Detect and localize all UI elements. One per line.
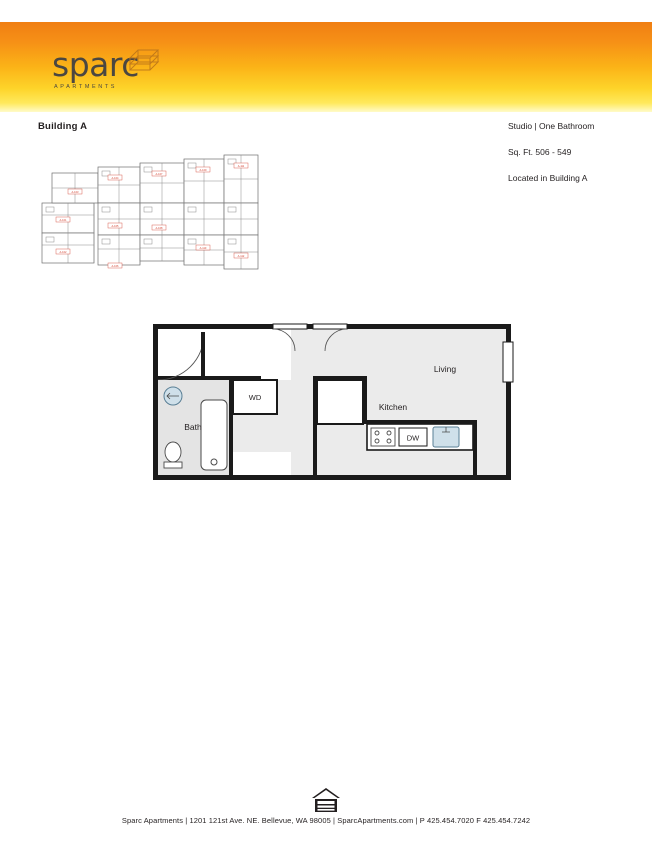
room-label-living: Living — [433, 364, 457, 374]
building-key-plan — [34, 145, 274, 290]
sparc-logo — [52, 45, 182, 106]
svg-text:A-101: A-101 — [59, 218, 67, 222]
appliance-label-wd: WD — [248, 393, 262, 402]
room-label-bath: Bath — [184, 422, 202, 432]
svg-text:A-112: A-112 — [237, 254, 245, 258]
appliance-label-dw: DW — [406, 433, 420, 443]
page-title: Building A — [38, 121, 88, 132]
floor-plan-drawing — [145, 320, 520, 490]
unit-info-block — [508, 121, 648, 199]
key-plan-drawing — [34, 145, 274, 290]
svg-text:A-110: A-110 — [199, 246, 207, 250]
unit-type: Studio | One Bathroom — [508, 121, 595, 131]
unit-location: Located in Building A — [508, 173, 588, 183]
footer-contact-text: Sparc Apartments | 1201 121st Ave. NE. Bellevue, WA 98005 | SparcApartments.com | P 425.454.7020 F 425.454.7242 — [121, 816, 531, 825]
svg-text:A-104: A-104 — [111, 176, 119, 180]
svg-text:A-107: A-107 — [155, 172, 163, 176]
svg-text:A-108: A-108 — [155, 226, 163, 230]
svg-text:A-105: A-105 — [111, 224, 119, 228]
equal-housing-opportunity-icon — [311, 786, 341, 814]
svg-text:A-103: A-103 — [71, 190, 79, 194]
room-label-kitchen: Kitchen — [378, 402, 408, 412]
unit-floor-plan — [145, 320, 520, 490]
unit-sqft: Sq. Ft. 506 - 549 — [508, 147, 572, 157]
logo-subtitle: APARTMENTS — [54, 84, 118, 90]
logo-wordmark: sparc — [52, 45, 139, 84]
svg-text:A-102: A-102 — [59, 250, 67, 254]
stacked-squares-mark-icon — [120, 40, 166, 86]
svg-text:A-111: A-111 — [237, 164, 245, 168]
svg-text:A-109: A-109 — [199, 168, 207, 172]
svg-text:A-106: A-106 — [111, 264, 119, 268]
